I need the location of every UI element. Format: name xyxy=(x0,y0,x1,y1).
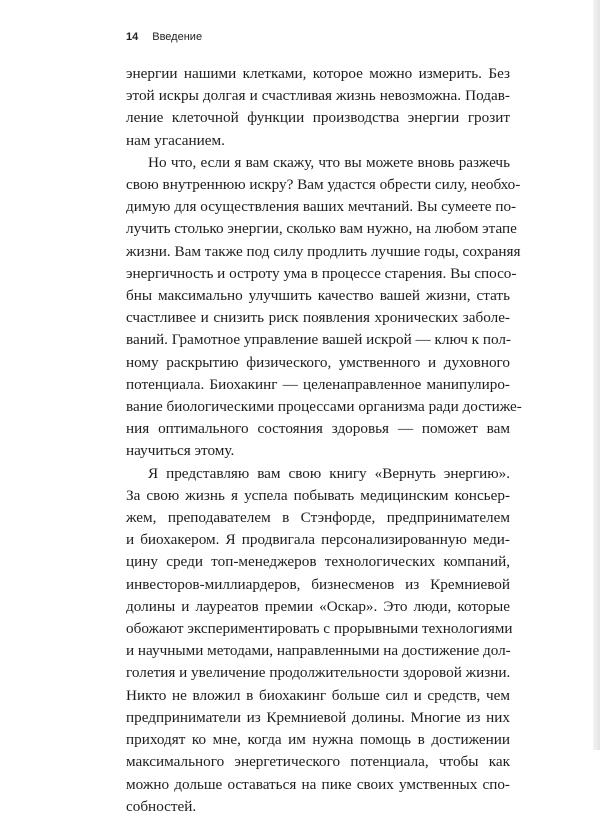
text-line: ление клеточной функции производства энергии грозит xyxy=(126,109,510,127)
chapter-title: Введение xyxy=(152,31,203,43)
text-line: вание биологическими процессами организма ради достиже- xyxy=(126,398,522,416)
text-line: потенциала. Биохакинг — целенаправленное манипулиро- xyxy=(126,375,510,393)
paragraph xyxy=(126,463,513,818)
text-line: ния оптимального состояния здоровья — поможет вам xyxy=(126,420,510,438)
text-line: максимального энергетического потенциала, чтобы как xyxy=(126,753,510,771)
text-line: этой искры долгая и счастливая жизнь невозможна. Подав- xyxy=(126,87,510,105)
body-text xyxy=(126,63,522,818)
text-line: инвесторов-миллиардеров, бизнесменов из Кремниевой xyxy=(126,575,510,593)
text-line: и биохакером. Я продвигала персонализированную меди- xyxy=(126,531,510,549)
text-line: энергичность и остроту ума в процессе старения. Вы спосо- xyxy=(126,264,517,282)
text-line: димую для осуществления ваших мечтаний. Вы сумеете по- xyxy=(126,198,517,216)
text-line: энергии нашими клетками, которое можно измерить. Без xyxy=(126,65,510,82)
text-line: голетия и увеличение продолжительности здоровой жизни. xyxy=(126,664,511,682)
text-line: ваний. Грамотное управление вашей искрой — ключ к пол- xyxy=(126,331,511,349)
text-line: лучить столько энергии, сколько вам нужно, на любом этапе xyxy=(126,220,517,238)
text-line: За свою жизнь я успела побывать медицинским консьер- xyxy=(126,486,510,504)
text-line: счастливее и снизить риск появления хронических заболе- xyxy=(126,309,510,327)
text-line: ному раскрытию физического, умственного и духовного xyxy=(126,353,510,371)
running-header xyxy=(126,31,202,43)
text-line: обожают экспериментировать с прорывными технологиями xyxy=(126,620,513,638)
text-line: и научными методами, направленными на достижение дол- xyxy=(126,642,511,660)
text-line: Я представляю вам свою книгу «Вернуть энергию». xyxy=(148,464,510,482)
text-line: свою внутреннюю искру? Вам удастся обрести силу, необхо- xyxy=(126,176,521,194)
text-line: научиться этому. xyxy=(126,442,235,460)
paragraph xyxy=(126,63,510,152)
text-line: можно дольше оставаться на пике своих умственных спо- xyxy=(126,775,510,793)
text-line: собностей. xyxy=(126,797,197,815)
text-line: нам угасанием. xyxy=(126,131,225,149)
text-line: предприниматели из Кремниевой долины. Многие из них xyxy=(126,708,510,726)
page-number: 14 xyxy=(126,31,139,43)
text-line: цину среди топ-менеджеров технологических компаний, xyxy=(126,553,510,571)
text-line: долины и лауреатов премии «Оскар». Это люди, которые xyxy=(126,597,510,615)
text-line: жизни. Вам также под силу продлить лучшие годы, сохраняя xyxy=(126,242,521,260)
text-line: жем, преподавателем в Стэнфорде, предпринимателем xyxy=(126,509,510,527)
page-edge xyxy=(593,0,600,750)
paragraph xyxy=(126,152,522,463)
text-line: Но что, если я вам скажу, что вы можете вновь разжечь xyxy=(148,153,510,171)
text-line: приходят ко мне, когда им нужна помощь в достижении xyxy=(126,731,510,749)
text-line: бны максимально улучшить качество вашей жизни, стать xyxy=(126,287,510,305)
text-line: Никто не вложил в биохакинг больше сил и средств, чем xyxy=(126,686,510,704)
